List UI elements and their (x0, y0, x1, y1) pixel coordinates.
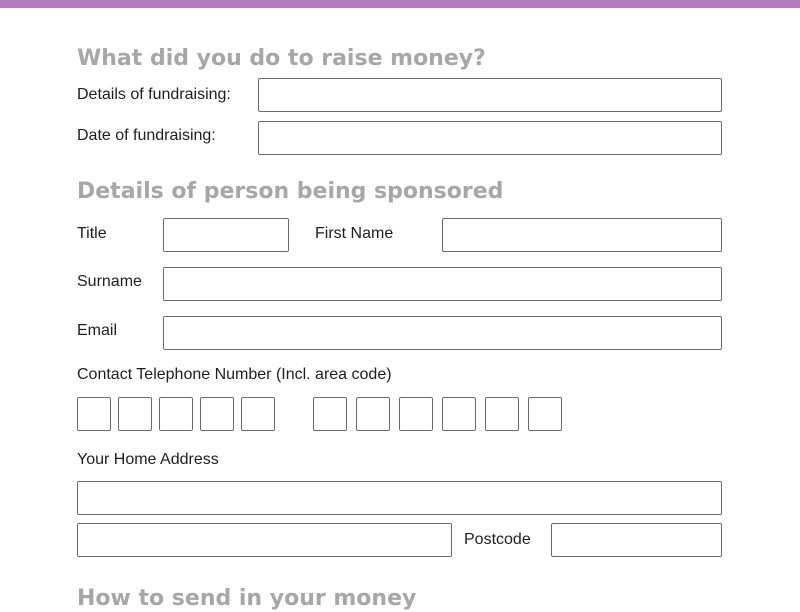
phone-digit-box[interactable] (118, 397, 152, 431)
phone-digit-box[interactable] (528, 397, 562, 431)
address-line-2-field[interactable] (77, 523, 452, 557)
phone-digit-box[interactable] (485, 397, 519, 431)
address-line-1-field[interactable] (77, 481, 722, 515)
fundraising-date-field[interactable] (258, 121, 722, 155)
email-label: Email (77, 322, 118, 339)
postcode-label: Postcode (464, 531, 531, 548)
phone-digit-box[interactable] (200, 397, 234, 431)
phone-label: Contact Telephone Number (Incl. area code) (77, 366, 392, 383)
phone-digit-box[interactable] (313, 397, 347, 431)
phone-digit-box[interactable] (159, 397, 193, 431)
title-field[interactable] (163, 218, 289, 252)
phone-digit-box[interactable] (241, 397, 275, 431)
surname-field[interactable] (163, 267, 722, 301)
fundraising-heading: What did you do to raise money? (77, 46, 486, 71)
person-heading: Details of person being sponsored (77, 179, 504, 204)
phone-digit-box[interactable] (356, 397, 390, 431)
email-field[interactable] (163, 316, 722, 350)
top-accent-bar (0, 0, 800, 8)
send-money-heading: How to send in your money (77, 586, 417, 611)
phone-digit-box[interactable] (442, 397, 476, 431)
first-name-label: First Name (315, 225, 394, 242)
phone-digit-box[interactable] (399, 397, 433, 431)
surname-label: Surname (77, 273, 142, 290)
first-name-field[interactable] (442, 218, 722, 252)
phone-digit-box[interactable] (77, 397, 111, 431)
fundraising-details-field[interactable] (258, 78, 722, 112)
address-label: Your Home Address (77, 451, 219, 468)
postcode-field[interactable] (551, 523, 722, 557)
fundraising-date-label: Date of fundraising: (77, 127, 216, 144)
fundraising-details-label: Details of fundraising: (77, 86, 231, 103)
title-label: Title (77, 225, 107, 242)
